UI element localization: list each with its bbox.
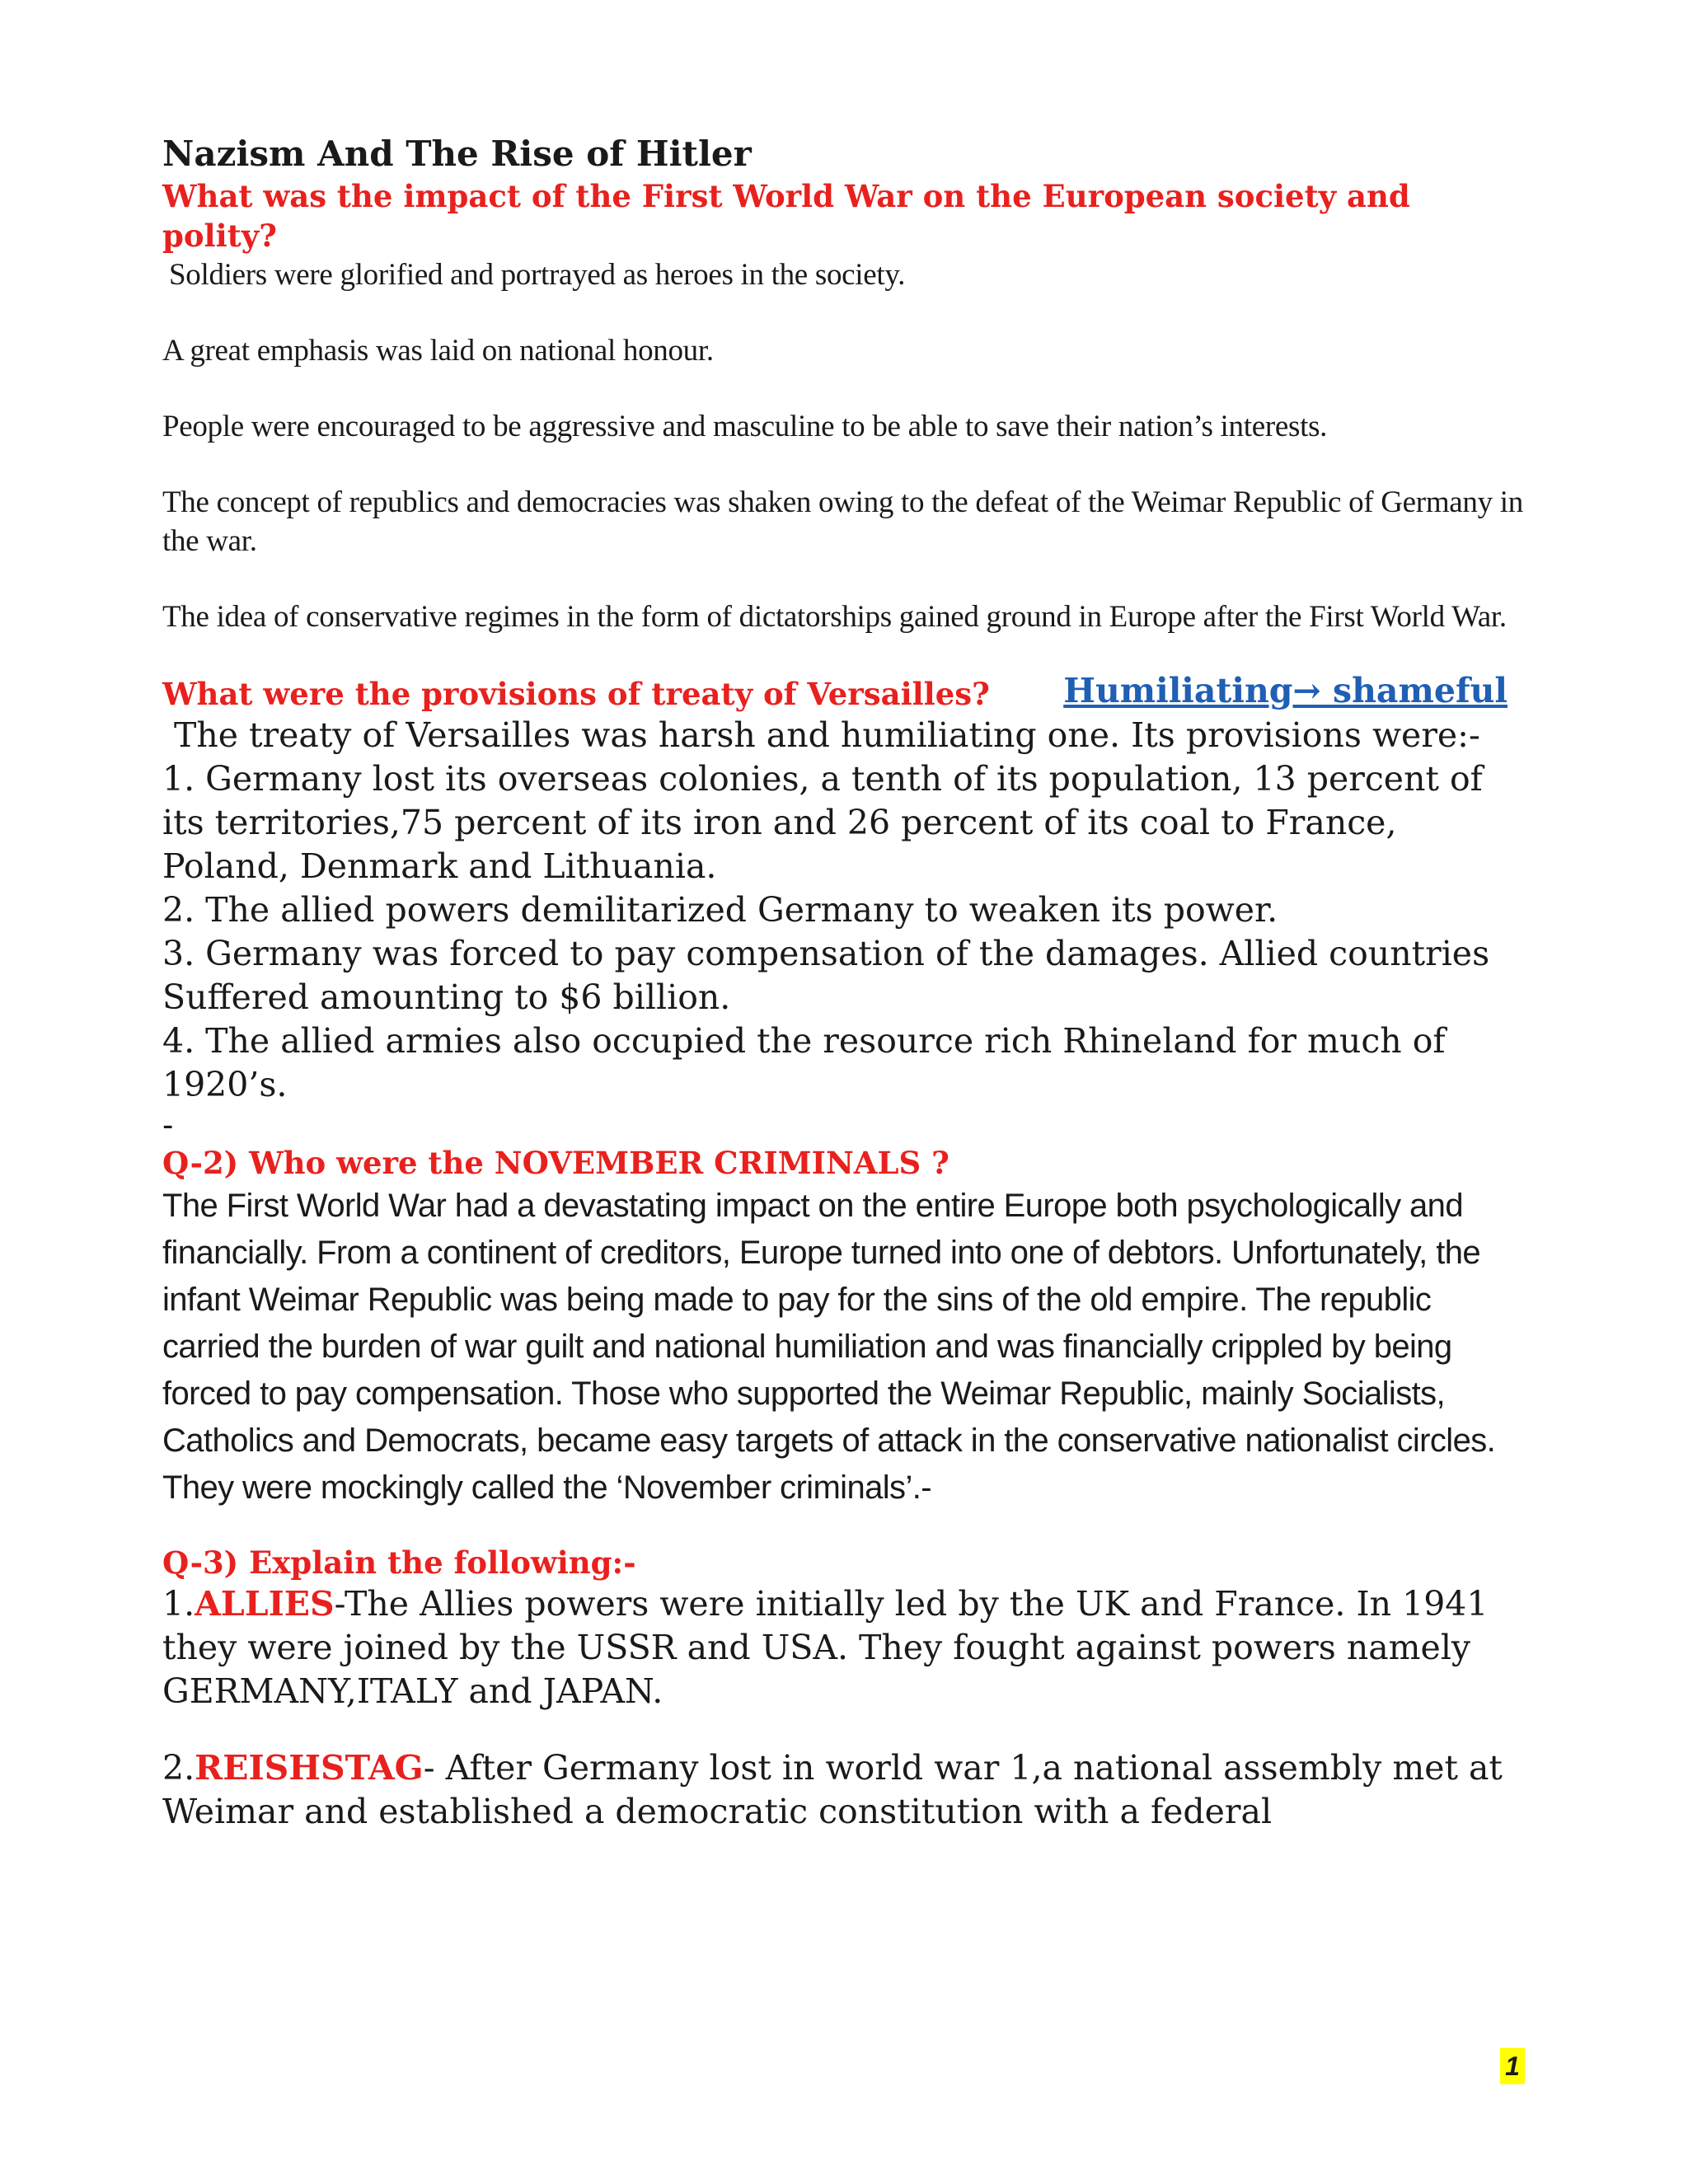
item-text: - After Germany lost in world war 1,a national assembly met at Weimar and established a democratic constitution with a federal [162, 1748, 1503, 1831]
humiliating-note-link[interactable]: Humiliating→ shameful [1063, 671, 1507, 710]
versailles-point: 2. The allied powers demilitarized Germany to weaken its power. [162, 890, 1278, 930]
document-page [162, 132, 1531, 1834]
question-explain-following: Q-3) Explain the following:- [162, 1544, 636, 1581]
question-november-criminals: Q-2) Who were the NOVEMBER CRIMINALS ? [162, 1145, 950, 1181]
term-reishstag: REISHSTAG [195, 1748, 424, 1788]
answer-line: A great emphasis was laid on national honour. [162, 334, 714, 368]
answer-line: Soldiers were glorified and portrayed as heroes in the society. [169, 258, 906, 292]
versailles-point: 4. The allied armies also occupied the resource rich Rhineland for much of 1920’s. [162, 1021, 1446, 1104]
dash-line: - [162, 1107, 173, 1143]
answer-line: The idea of conservative regimes in the form of dictatorships gained ground in Europe after the First World War. [162, 600, 1507, 634]
item-text: -The Allies powers were initially led by the UK and France. In 1941 they were joined by the USSR and USA. They fought against powers namely GERMANY,ITALY and JAPAN. [162, 1584, 1489, 1711]
versailles-point: 1. Germany lost its overseas colonies, a tenth of its population, 13 percent of its territories,75 percent of its iron and 26 percent of its coal to France, Poland, Denmark and Lithuania. [162, 759, 1483, 886]
question-impact-ww1: What was the impact of the First World War on the European society and polity? [162, 178, 1410, 254]
explain-item-reichstag [162, 1746, 1531, 1834]
term-allies: ALLIES [195, 1584, 335, 1624]
item-number: 1. [162, 1584, 195, 1624]
question-versailles: What were the provisions of treaty of Versailles? [162, 676, 990, 712]
answer-line: People were encouraged to be aggressive and masculine to be able to save their nation’s interests. [162, 410, 1328, 443]
page-number: 1 [1500, 2048, 1525, 2084]
question-row-versailles [162, 671, 1531, 714]
item-number: 2. [162, 1748, 195, 1788]
answer-line: The concept of republics and democracies was shaken owing to the defeat of the Weimar Republic of Germany in the war. [162, 485, 1523, 558]
page-title: Nazism And The Rise of Hitler [162, 134, 752, 174]
versailles-intro: The treaty of Versailles was harsh and humiliating one. Its provisions were:- [174, 715, 1480, 755]
november-criminals-answer: The First World War had a devastating impact on the entire Europe both psychologically and financially. From a continent of creditors, Europe turned into one of debtors. Unfortunately, the infant Weimar Republic was being made to pay for the sins of the old empire. The republic carried the burden of war guilt and national humiliation and was financially crippled by being forced to pay compensation. Those who supported the Weimar Republic, mainly Socialists, Catholics and Democrats, became easy targets of attack in the conservative nationalist circles. They were mockingly called the ‘November criminals’.- [162, 1188, 1496, 1506]
versailles-point: 3. Germany was forced to pay compensation of the damages. Allied countries Suffered amounting to $6 billion. [162, 934, 1490, 1017]
explain-item-allies [162, 1582, 1531, 1713]
